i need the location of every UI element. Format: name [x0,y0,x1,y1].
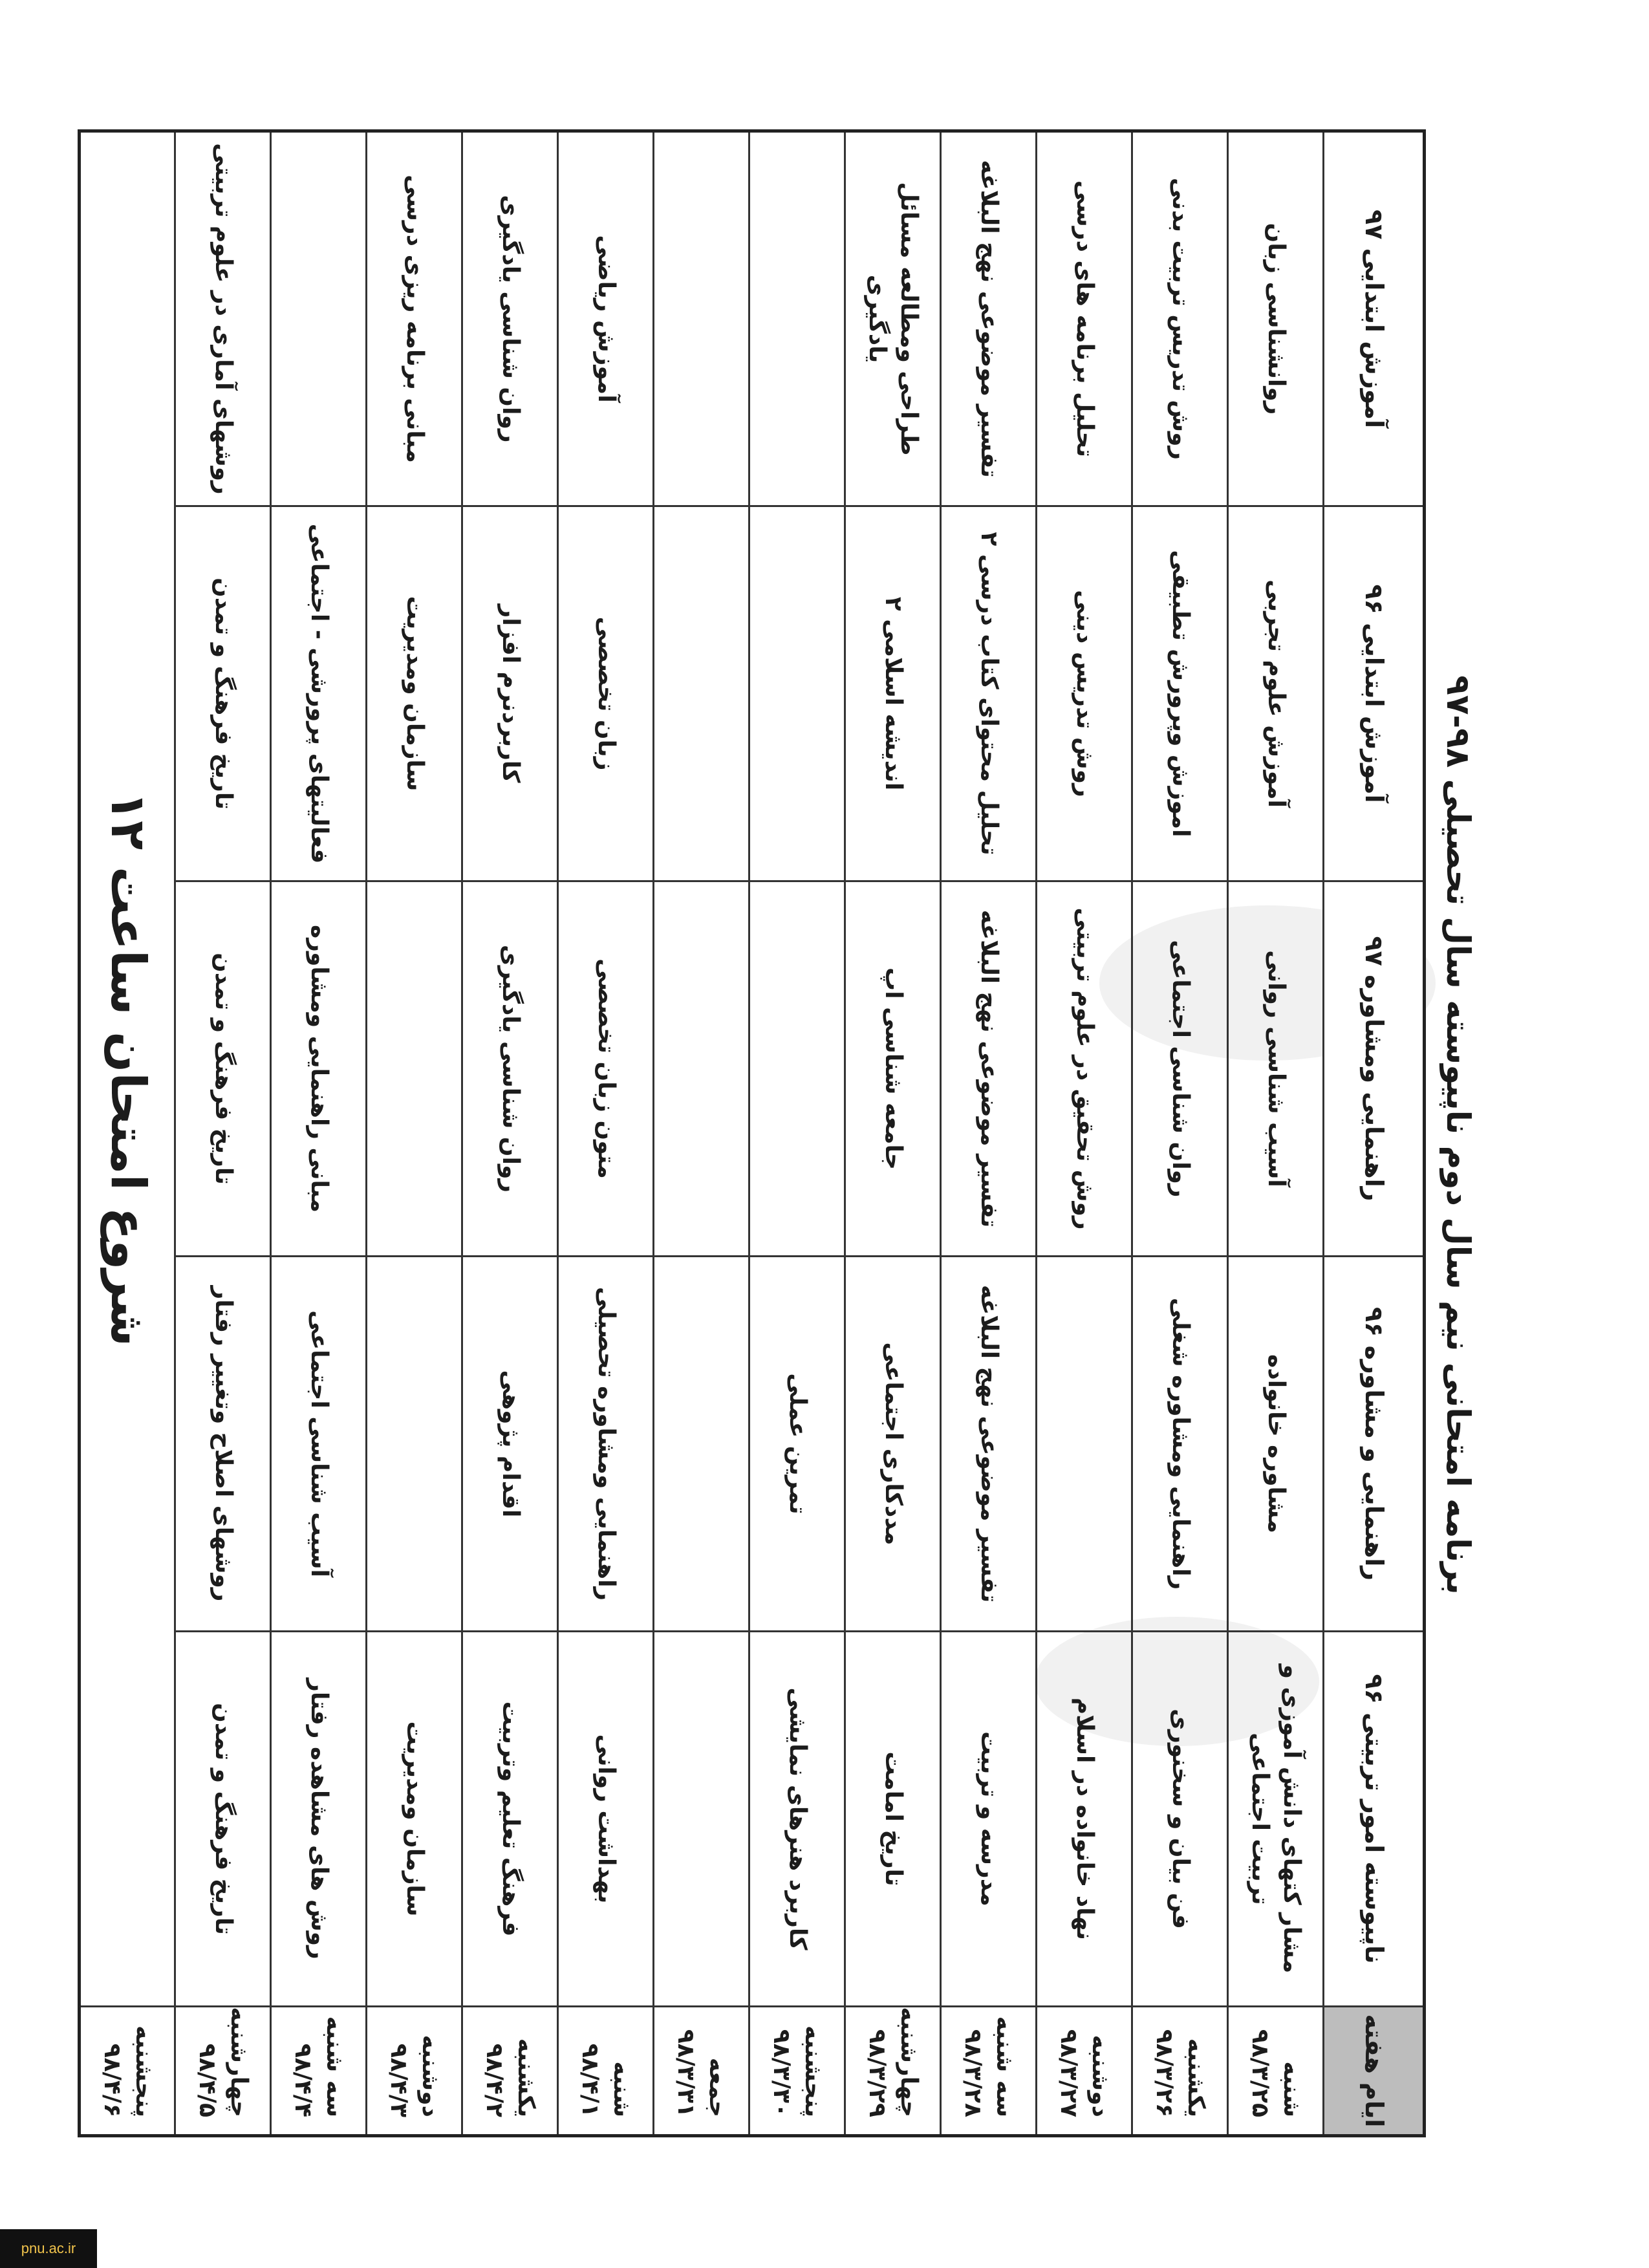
day-cell: شنبه ۹۸/۳/۲۵ [1228,2007,1324,2136]
exam-cell: آموزش ریاضی [558,131,654,506]
table-row [271,131,367,2136]
exam-cell: تحلیل برنامه های درسی [1037,131,1132,506]
exam-cell: اندیشه اسلامی ۲ [845,506,941,881]
exam-cell: روانشناسی زبان [1228,131,1324,506]
exam-cell: مشاوره خانواده [1228,1257,1324,1632]
day-cell: جمعه ۹۸/۳/۳۱ [654,2007,749,2136]
exam-cell [367,881,462,1257]
day-cell: یکشنبه ۹۸/۳/۲۶ [1132,2007,1228,2136]
exam-cell: اقدام پژوهی [462,1257,558,1632]
exam-cell [1037,1257,1132,1632]
exam-cell: مشار کتهای دانش آموزی و تربیت اجتماعی [1228,1632,1324,2007]
day-cell: چهارشنبه ۹۸/۳/۲۹ [845,2007,941,2136]
exam-cell: روشهای آماری در علوم تربیتی [175,131,271,506]
exam-cell: اموزش وپرورش تطبیقی [1132,506,1228,881]
exam-cell: کاربرد هنرهای نمایشی [749,1632,845,2007]
exam-cell [654,1257,749,1632]
site-logo: pnu.ac.ir [0,2229,97,2268]
exam-cell: راهنمایی ومشاوره تحصیلی [558,1257,654,1632]
exam-cell: طراحی ومطالعه مسائل یادگیری [845,131,941,506]
exam-cell: تمرین عملی [749,1257,845,1632]
exam-cell: روان شناسی یادگیری [462,131,558,506]
exam-cell: آسیب شناسی اجتماعی [271,1257,367,1632]
table-row [367,131,462,2136]
exam-cell: فعالیتهای پرورشی - اجتماعی [271,506,367,881]
exam-schedule-table [78,129,1426,2137]
exam-cell [654,131,749,506]
header-row [1324,131,1425,2136]
exam-cell: روش های مشاهده رفتار [271,1632,367,2007]
exam-cell: جامعه شناسی اپ [845,881,941,1257]
exam-cell: سازمان ومدیریت [367,1632,462,2007]
exam-cell: تاریخ فرهنگ و تمدن [175,1632,271,2007]
exam-cell [749,506,845,881]
column-header-counseling-96: راهنمایی و مشاوره ۹۶ [1324,1257,1425,1632]
exam-cell: تفسیر موضوعی نهج البلاغه [941,1257,1037,1632]
day-cell: پنجشنبه ۹۸/۴/۶ [80,2007,175,2136]
table-row [462,131,558,2136]
exam-cell: فن بیان و سخنوری [1132,1632,1228,2007]
exam-cell [271,131,367,506]
table-row [941,131,1037,2136]
day-cell: چهارشنبه ۹۸/۴/۵ [175,2007,271,2136]
exam-cell: روش تدریس تربیت بدنی [1132,131,1228,506]
exam-cell: مدرسه و تربیت [941,1632,1037,2007]
day-cell: دوشنبه ۹۸/۳/۲۷ [1037,2007,1132,2136]
table-row [175,131,271,2136]
exam-cell: مبانی برنامه ریزی درسی [367,131,462,506]
exam-cell: مددکاری اجتماعی [845,1257,941,1632]
exam-cell: راهنمایی ومشاوره شغلی [1132,1257,1228,1632]
exam-cell: تاریخ فرهنگ و تمدن [175,881,271,1257]
exam-cell: تفسیر موضوعی نهج البلاغه [941,881,1037,1257]
column-header-primary-education-97: آموزش ابتدایی ۹۷ [1324,131,1425,506]
table-row [558,131,654,2136]
exam-cell [749,131,845,506]
table-row [1132,131,1228,2136]
exam-cell: روان شناسی یادگیری [462,881,558,1257]
exam-cell: مبانی راهنمایی ومشاوره [271,881,367,1257]
exam-cell: روشهای اصلاح وتغییر رفتار [175,1257,271,1632]
day-cell: سه شنبه ۹۸/۳/۲۸ [941,2007,1037,2136]
exam-cell: کاربردنرم افزار [462,506,558,881]
day-cell: شنبه ۹۸/۴/۱ [558,2007,654,2136]
exam-cell [654,506,749,881]
day-cell: سه شنبه ۹۸/۴/۴ [271,2007,367,2136]
exam-cell: نهاد خانواده در اسلام [1037,1632,1132,2007]
day-cell: دوشنبه ۹۸/۴/۳ [367,2007,462,2136]
column-header-counseling-97: راهنمایی ومشاوره ۹۷ [1324,881,1425,1257]
exam-cell: تاریخ امامت [845,1632,941,2007]
table-row [1037,131,1132,2136]
day-cell: یکشنبه ۹۸/۴/۲ [462,2007,558,2136]
exam-cell: روش تحقیق در علوم تربیتی [1037,881,1132,1257]
exam-cell: بهداشت روانی [558,1632,654,2007]
exam-cell: روان شناسی اجتماعی [1132,881,1228,1257]
exam-cell: تاریخ فرهنگ و تمدن [175,506,271,881]
exam-cell: فرهنگ تعلیم وتربیت [462,1632,558,2007]
table-row [749,131,845,2136]
exam-cell: متون زبان تخصصی [558,881,654,1257]
table-row [80,131,175,2136]
table-row [1228,131,1324,2136]
exam-cell [749,881,845,1257]
exam-cell [654,881,749,1257]
table-row [654,131,749,2136]
exam-cell [654,1632,749,2007]
exam-start-time-banner: شروع امتحان ساعت ۱۲ [80,131,175,2007]
exam-cell: تفسیر موضوعی نهج البلاغه [941,131,1037,506]
table-row [845,131,941,2136]
exam-cell: سازمان ومدیریت [367,506,462,881]
page-title: برنامه امتحانی نیم سال دوم ناپیوسته سال تحصیلی ۹۸-۹۷ [1439,675,1477,1595]
day-cell: پنجشنبه ۹۸/۳/۳۰ [749,2007,845,2136]
exam-cell [367,1257,462,1632]
column-header-educational-affairs-96: ناپیوسته امور تربیتی ۹۶ [1324,1632,1425,2007]
column-header-days: ایام هفته [1324,2007,1425,2136]
exam-cell: تحلیل محتوای کتاب درسی ۲ [941,506,1037,881]
exam-cell: زبان تخصصی [558,506,654,881]
exam-cell: آسیب شناسی روانی [1228,881,1324,1257]
exam-cell: آموزش علوم تجربی [1228,506,1324,881]
exam-schedule-sheet [99,133,1491,2137]
column-header-primary-education-96: آموزش ابتدایی ۹۶ [1324,506,1425,881]
exam-cell: روش تدریس دینی [1037,506,1132,881]
